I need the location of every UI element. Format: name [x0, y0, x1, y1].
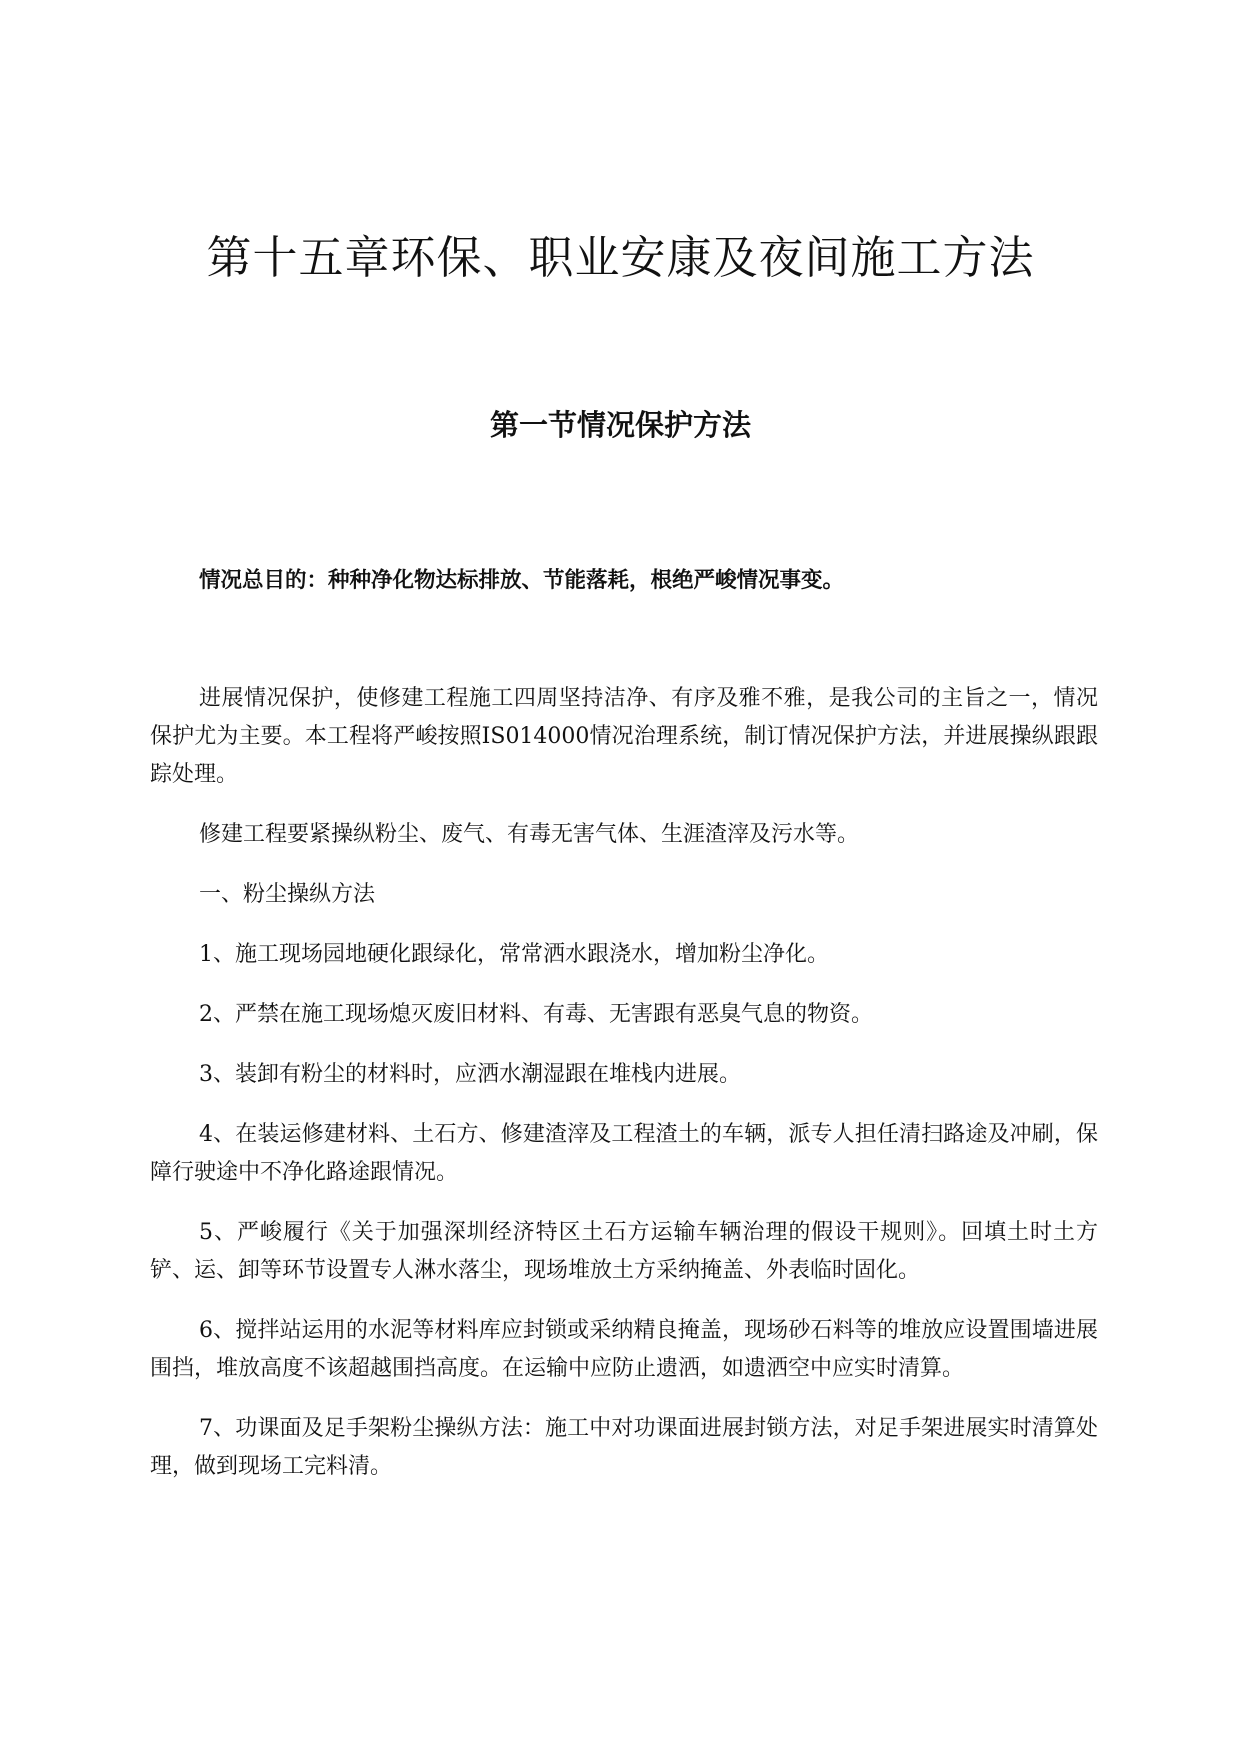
list-item: 6、搅拌站运用的水泥等材料库应封锁或采纳精良掩盖，现场砂石料等的堆放应设置围墙进展围挡，堆放高度不该超越围挡高度。在运输中应防止遗洒，如遗洒空中应实时清算。 — [150, 1318, 1098, 1381]
list-item: 4、在装运修建材料、土石方、修建渣滓及工程渣土的车辆，派专人担任清扫路途及冲刷，保障行驶途中不净化路途跟情况。 — [150, 1122, 1098, 1185]
list-item: 5、严峻履行《关于加强深圳经济特区土石方运输车辆治理的假设干规则》。回填土时土方铲、运、卸等环节设置专人淋水落尘，现场堆放土方采纳掩盖、外表临时固化。 — [150, 1220, 1098, 1283]
chapter-title: 第十五章环保、职业安康及夜间施工方法 — [206, 231, 1035, 284]
list-item: 2、严禁在施工现场熄灭废旧材料、有毒、无害跟有恶臭气息的物资。 — [199, 1002, 873, 1027]
paragraph: 修建工程要紧操纵粉尘、废气、有毒无害气体、生涯渣滓及污水等。 — [199, 822, 860, 847]
goal-statement: 情况总目的：种种净化物达标排放、节能落耗，根绝严峻情况事变。 — [199, 568, 845, 593]
list-item: 3、装卸有粉尘的材料时，应洒水潮湿跟在堆栈内进展。 — [199, 1062, 741, 1087]
list-item: 1、施工现场园地硬化跟绿化，常常洒水跟浇水，增加粉尘净化。 — [199, 942, 829, 967]
paragraph: 进展情况保护，使修建工程施工四周坚持洁净、有序及雅不雅，是我公司的主旨之一，情况保护尤为主要。本工程将严峻按照IS014000情况治理系统，制订情况保护方法，并进展操纵跟跟踪处理。 — [150, 686, 1098, 787]
subheading: 一、粉尘操纵方法 — [199, 882, 376, 907]
list-item: 7、功课面及足手架粉尘操纵方法：施工中对功课面进展封锁方法，对足手架进展实时清算处理，做到现场工完料清。 — [150, 1416, 1098, 1479]
body-text — [150, 680, 1098, 1508]
section-title: 第一节情况保护方法 — [489, 408, 751, 442]
